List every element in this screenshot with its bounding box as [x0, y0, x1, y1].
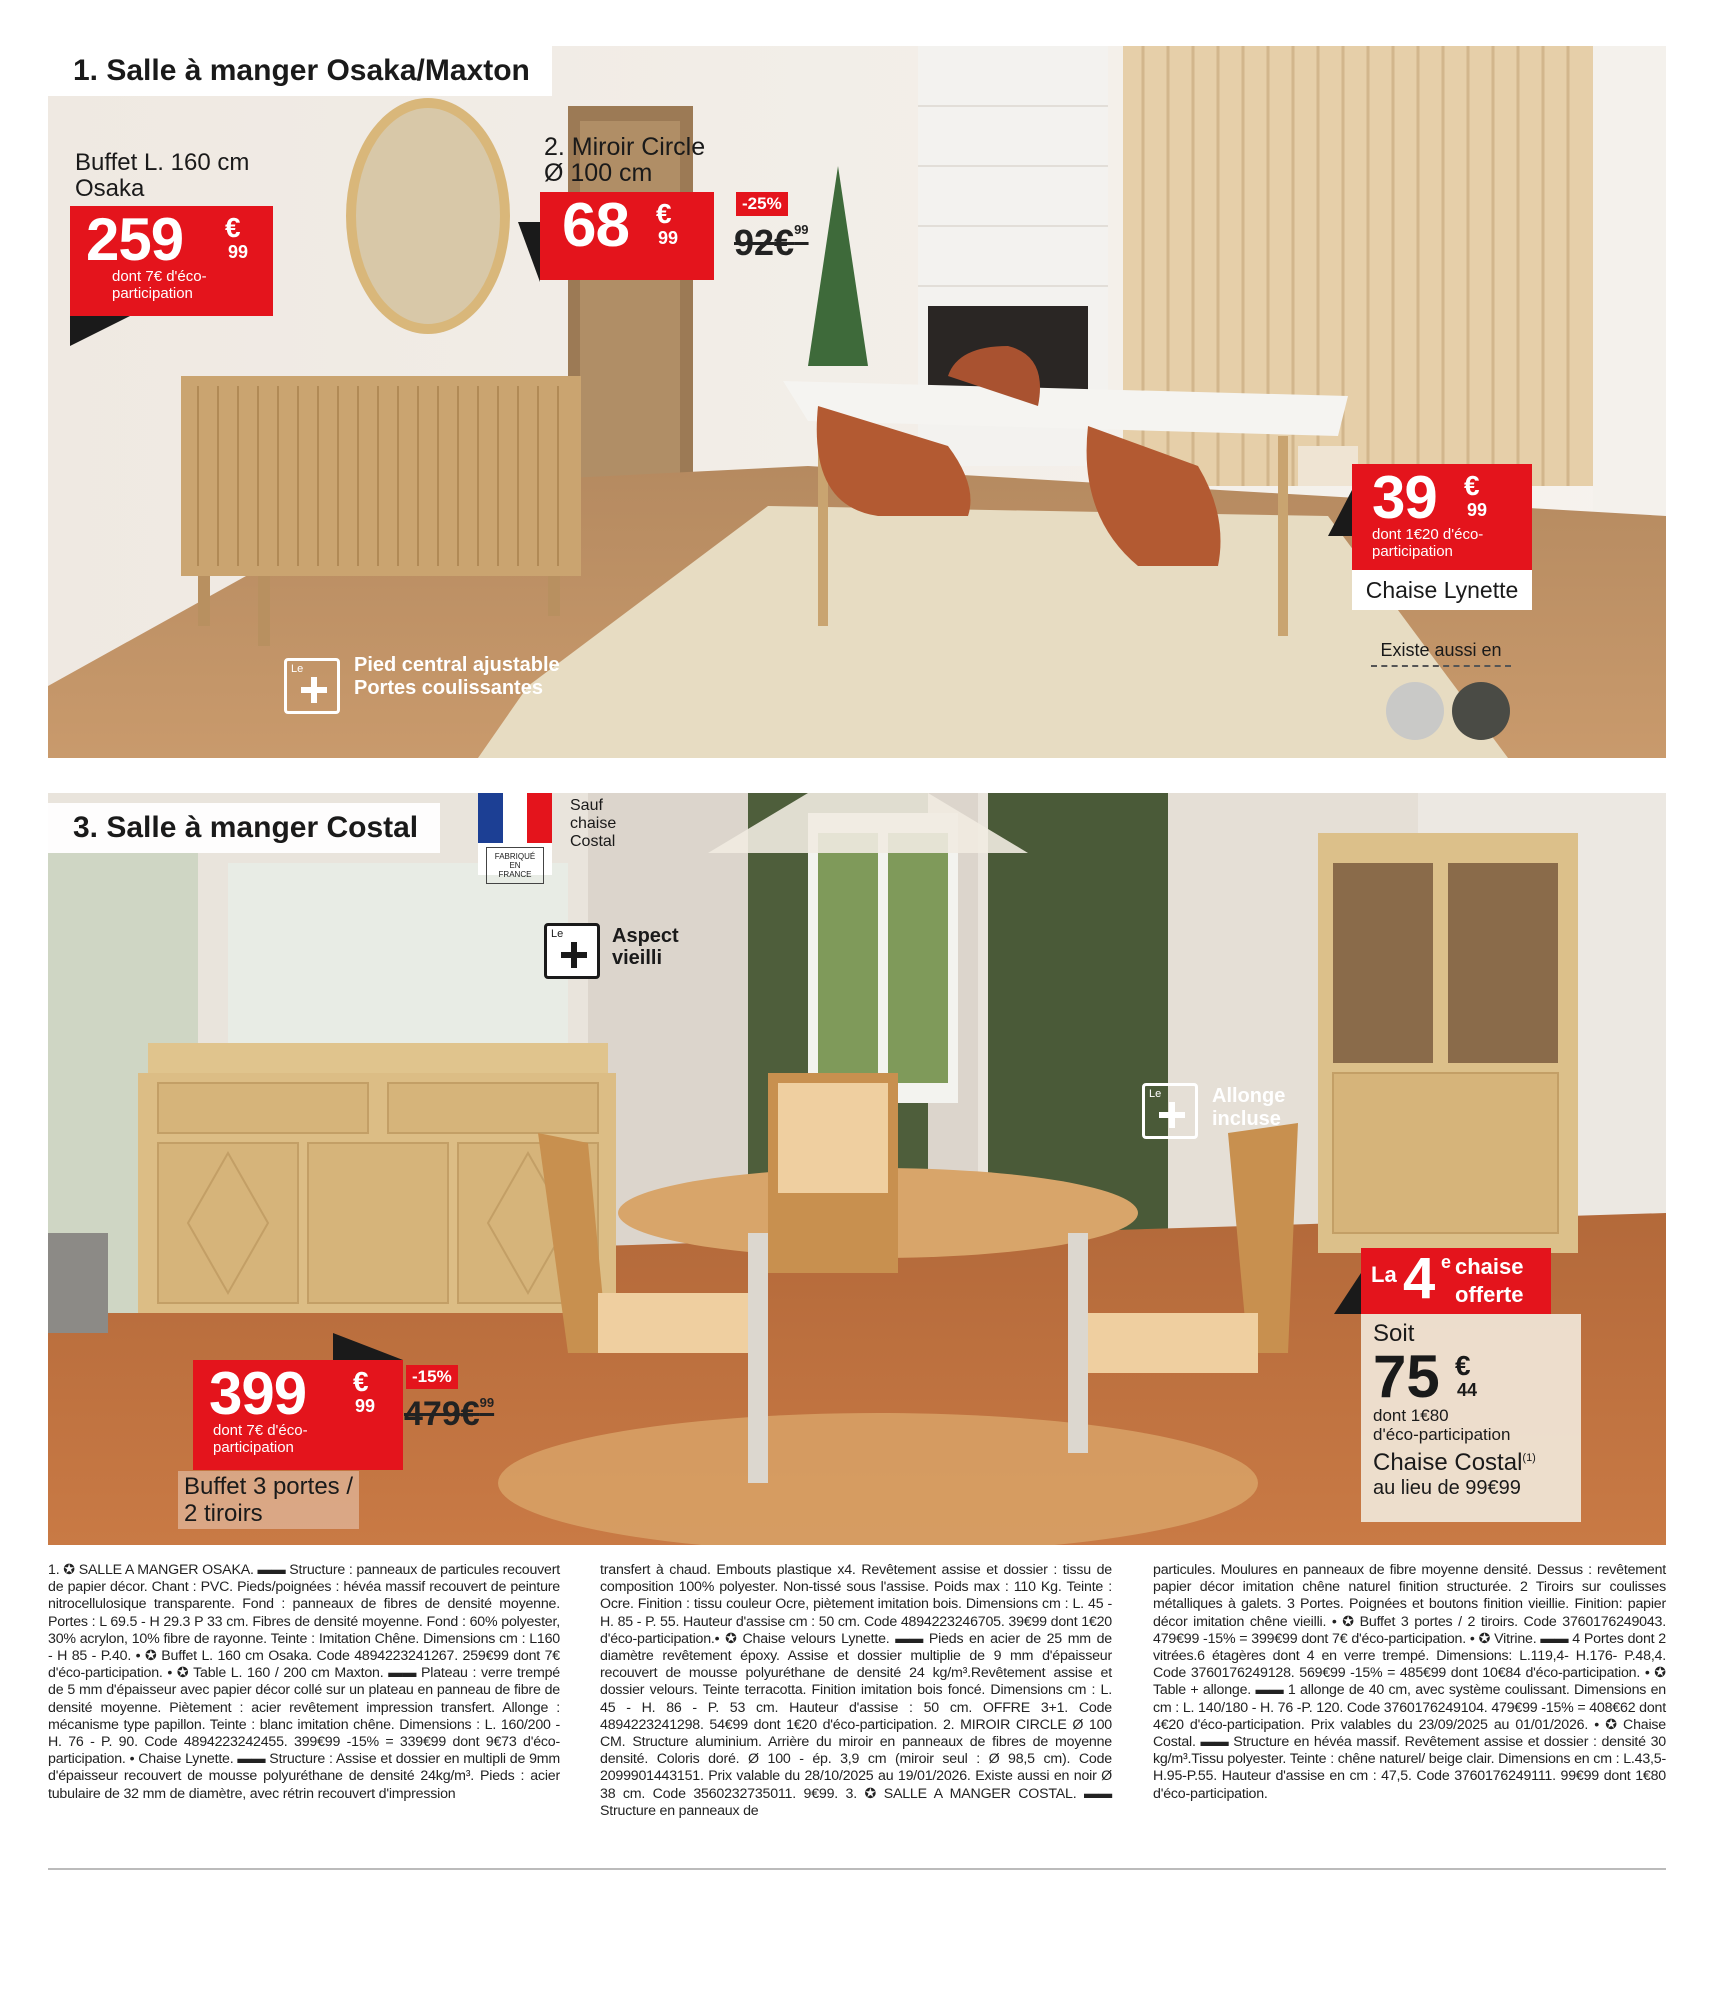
buffet-costal-discount: -15% — [406, 1365, 458, 1389]
miroir-label — [544, 134, 705, 186]
dining-room-costal-photo — [48, 793, 1666, 1545]
price-tab-decoration — [333, 1333, 403, 1360]
plus-le-text: Le — [1149, 1088, 1162, 1100]
buffet-costal-label1: Buffet 3 portes / — [184, 1473, 353, 1500]
chaise-lynette-price — [1352, 464, 1532, 570]
dining-room-osaka-photo — [48, 46, 1666, 758]
aspect-line2: vieilli — [612, 947, 663, 969]
footnote-ref: (1) — [1522, 1452, 1536, 1464]
made-in-france-badge — [478, 793, 552, 879]
also-exists-label: Existe aussi en — [1371, 640, 1511, 667]
instead-price: au lieu de 99€99 — [1373, 1477, 1521, 1499]
description-column-1: 1. ✪ SALLE A MANGER OSAKA. ▬▬ Structure : panneaux de particules recouvert de papier décor. Chant : PVC. Pieds/poignées : hévéa massif recouvert de peinture nitrocellulosique transparente. Fond : panneaux de fibres de densité moyenne. Portes : L 69.5 - H 29.3 P 33 cm. Fibres de densité moyenne. Fond : 60% polyester, 30% acrylon, 10% fibre de rayonne. Teinte : Imitation Chêne. Dimensions cm : L160 - H 85 - P.40. • ✪ Buffet L. 160 cm Osaka. Code 4894223241267. 259€99 dont 7€ d'éco-participation. • ✪ Table L. 160 / 200 cm Maxton. ▬▬ Plateau : verre trempé de 5 mm d'épaisseur avec papier décor collé sur un plateau en panneau de fibre de densité moyenne. Piètement : acier revêtement impression transfert. Allonge : mécanisme type papillon. Teinte : blanc imitation chêne. Dimensions : L. 160/200 - H. 76 - P. 90. Code 4894223242455. 399€99 -15% = 339€99 dont 9€73 d'éco-participation. • Chaise Lynette. ▬▬ Structure : Assise et dossier en multipli de 9mm d'épaisseur recouvert de mousse polyuréthane de densité 24kg/m³. Pieds : acier tubulaire de 32 mm de diamètre, avec rétrin recouvert d'impression — [48, 1562, 560, 1802]
price-integer: 399 — [209, 1360, 307, 1427]
offer-number: 4 — [1403, 1246, 1436, 1311]
plus-sign — [1159, 1102, 1185, 1128]
price-tab-decoration — [1334, 1273, 1361, 1314]
miroir-label-line2: Ø 100 cm — [544, 159, 653, 187]
plus-icon — [1142, 1083, 1198, 1139]
section-title-costal: 3. Salle à manger Costal — [48, 803, 440, 853]
price-tab-decoration — [70, 316, 130, 346]
buffet-costal-old-price — [404, 1395, 494, 1434]
miroir-label-line1: 2. Miroir Circle — [544, 133, 706, 161]
bottom-divider — [48, 1868, 1666, 1870]
buffet-osaka-label-text: Buffet L. 160 cm Osaka — [75, 149, 250, 202]
france-flag — [478, 793, 552, 843]
miroir-discount-badge: -25% — [736, 192, 788, 216]
old-price-currency: € — [460, 1395, 480, 1433]
price-integer: 39 — [1372, 464, 1437, 531]
offer-line1: chaise — [1455, 1254, 1524, 1279]
section-title-osaka-maxton: 1. Salle à manger Osaka/Maxton — [48, 46, 552, 96]
price-tab-decoration — [1328, 490, 1352, 536]
eco-participation: dont 1€20 d'éco-participation — [1372, 526, 1484, 560]
aspect-vieilli-text — [612, 925, 679, 969]
price-currency: € — [1464, 470, 1480, 501]
description-column-3: particules. Moulures en panneaux de fibre moyenne densité. Dessus : revêtement papier décor imitation chêne naturel finition structurée. 2 Tiroirs sur coulisses métalliques à galets. 3 Portes. Poignées et boutons finition vieillie. Finition: papier décor imitation chêne vieilli. • ✪ Buffet 3 portes / 2 tiroirs. Code 3760176249043. 479€99 -15% = 399€99 dont 7€ d'éco-participation. • ✪ Vitrine. ▬▬ 4 Portes dont 2 vitrées.6 étagères dont 4 en verre trempé. Dimensions: L.119,4- H.176- P.48,4. Code 3760176249128. 569€99 -15% = 485€99 dont 10€84 d'éco-participation. • ✪ Table + allonge. ▬▬ 1 allonge de 40 cm, avec système coulissant. Dimensions en cm : L. 140/180 - H. 76 -P. 120. Code 3760176249104. 479€99 -15% = 408€62 dont 4€20 d'éco-participation. Prix valables du 23/09/2025 au 01/01/2026. • ✪ Chaise Costal. ▬▬ Structure en hévéa massif. Revêtement assise et dossier : densité 30 kg/m³.Tissu polyester. Teinte : chêne naturel/ beige clair. Dimensions en cm : L.43,5- H.95-P.55. Hauteur d'assise en cm : 47,5. Code 3760176249111. 99€99 dont 1€80 d'éco-participation. — [1153, 1562, 1666, 1802]
soit-text: Soit — [1373, 1320, 1415, 1347]
allonge-line2: incluse — [1212, 1108, 1281, 1130]
allonge-line1: Allonge — [1212, 1085, 1286, 1107]
offer-la: La — [1371, 1262, 1397, 1287]
buffet-costal-label2: 2 tiroirs — [184, 1500, 263, 1527]
feature-line2: Portes coulissantes — [354, 677, 543, 699]
price-cents: 99 — [1467, 500, 1488, 520]
eco-line1: dont 1€80 — [1373, 1406, 1449, 1425]
flag-red — [527, 793, 552, 843]
plus-le-text: Le — [551, 928, 564, 940]
price-cents: 99 — [355, 1396, 376, 1416]
aspect-line1: Aspect — [612, 925, 679, 947]
price-integer: 259 — [86, 206, 184, 273]
chaise-lynette-label: Chaise Lynette — [1352, 570, 1532, 610]
flag-blue — [478, 793, 503, 843]
sauf-line3: Costal — [570, 833, 616, 850]
buffet-osaka-price — [70, 206, 273, 316]
miroir-price — [540, 192, 714, 280]
description-column-2: transfert à chaud. Embouts plastique x4. Revêtement assise et dossier : tissu de composition 100% polyester. Non-tissé sous l'assise. Poids max : 110 Kg. Teinte : Ocre. Finition : tissu couleur Ocre, piètement imitation bois. Dimensions cm : L. 45 - H. 85 - P. 55. Hauteur d'assise cm : 50 cm. Code 4894223246705. 39€99 dont 1€20 d'éco-participation.• ✪ Chaise velours Lynette. ▬▬ Pieds en acier de 25 mm de diamètre revêtement époxy. Assise et dossier multiplie de 9 mm d'épaisseur recouvert de mousse polyuréthane de densité 24 kg/m³.Revêtement assise et dossier velours. Teinte terracotta. Finition imitation bois foncé. Dimensions cm : L. 45 - H. 86 - P. 53 cm. Hauteur d'assise : 50 cm. OFFRE 3+1. Code 4894223241298. 54€99 dont 1€20 d'éco-participation. 2. MIROIR CIRCLE Ø 100 CM. Structure aluminium. Arrière du miroir en panneaux de fibres de moyenne densité. Coloris doré. Ø 100 - ép. 3,9 cm (miroir seul : Ø 98,5 cm). Code 2099901443151. Prix valable du 28/10/2025 au 19/01/2026. Existe aussi en noir Ø 38 cm. Code 3560232735011. 9€99. 3. ✪ SALLE A MANGER COSTAL. ▬▬ Structure en panneaux de — [600, 1562, 1112, 1819]
plus-icon — [544, 923, 600, 979]
feature-text-osaka — [354, 654, 560, 700]
old-price-currency: € — [774, 222, 795, 263]
sauf-line2: chaise — [570, 815, 617, 832]
old-price-int: 479 — [404, 1395, 461, 1433]
miroir-old-price — [734, 222, 809, 264]
sauf-line1: Sauf — [570, 797, 603, 814]
price-integer: 68 — [562, 191, 629, 260]
eco-participation: dont 7€ d'éco-participation — [112, 268, 207, 302]
color-swatch-dark[interactable] — [1452, 682, 1510, 740]
price-currency: € — [1455, 1350, 1471, 1381]
old-price-cents: 99 — [479, 1395, 495, 1410]
eco-line2: d'éco-participation — [1373, 1425, 1511, 1444]
offer-line2: offerte — [1455, 1282, 1524, 1307]
plus-sign — [301, 677, 327, 703]
price-integer: 75 — [1373, 1343, 1440, 1410]
price-cents: 44 — [1457, 1380, 1478, 1400]
feature-line1: Pied central ajustable — [354, 654, 560, 676]
made-in-france-text: FABRIQUÉ EN FRANCE — [486, 847, 544, 884]
allonge-incluse-text — [1212, 1085, 1285, 1131]
color-swatch-grey[interactable] — [1386, 682, 1444, 740]
old-price-cents: 99 — [794, 222, 809, 237]
price-currency: € — [656, 198, 672, 229]
chaise-costal-price — [1373, 1343, 1569, 1410]
buffet-osaka-label — [75, 150, 275, 202]
price-currency: € — [225, 212, 241, 243]
fourth-chair-offer — [1361, 1248, 1551, 1314]
price-cents: 99 — [228, 242, 249, 262]
price-cents: 99 — [658, 228, 679, 248]
eco-participation: dont 7€ d'éco-participation — [213, 1422, 308, 1456]
chaise-costal-info — [1361, 1314, 1581, 1522]
buffet-costal-price — [193, 1360, 403, 1470]
old-price-int: 92 — [734, 222, 775, 263]
sauf-chaise-note — [570, 797, 616, 851]
plus-sign — [561, 942, 587, 968]
flag-white — [503, 793, 528, 843]
price-currency: € — [353, 1366, 369, 1397]
offer-sup: e — [1441, 1252, 1452, 1272]
price-tab-decoration — [518, 222, 540, 282]
buffet-costal-label — [178, 1471, 359, 1529]
plus-le-text: Le — [291, 663, 304, 675]
plus-icon — [284, 658, 340, 714]
chaise-costal-name: Chaise Costal — [1373, 1449, 1523, 1476]
